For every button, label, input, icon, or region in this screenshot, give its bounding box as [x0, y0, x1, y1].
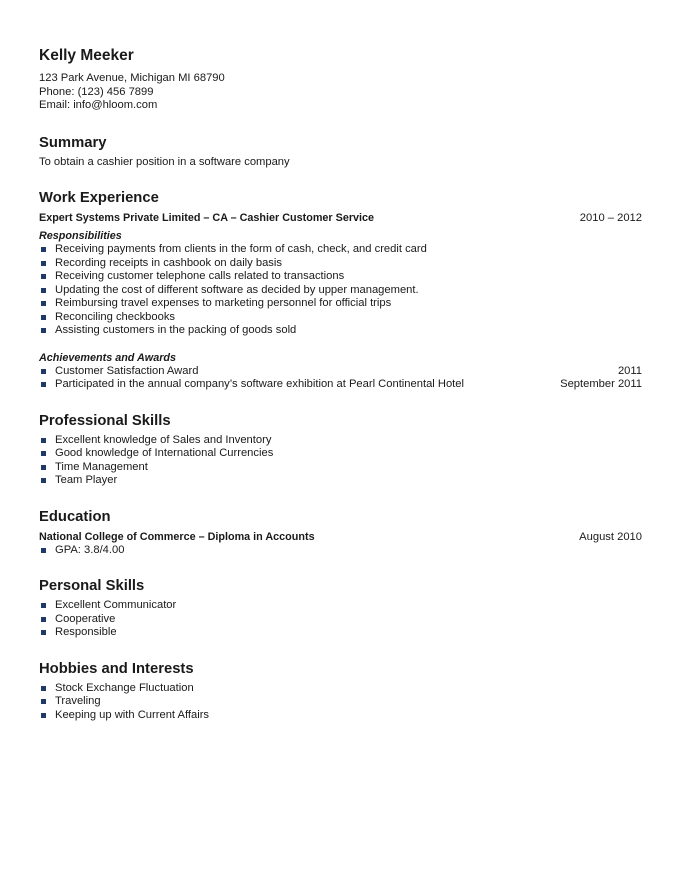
education-section: [39, 508, 642, 558]
achievements-list: [39, 365, 642, 392]
list-item: Excellent knowledge of Sales and Inventory: [39, 434, 642, 448]
list-item: GPA: 3.8/4.00: [39, 544, 642, 558]
personal-skills-section: [39, 577, 642, 640]
list-item: Excellent Communicator: [39, 599, 642, 613]
job-dates: 2010 – 2012: [579, 212, 642, 225]
list-item: Cooperative: [39, 613, 642, 627]
email-line: Email: info@hloom.com: [39, 99, 158, 112]
list-item: Receiving customer telephone calls related to transactions: [39, 270, 642, 284]
job-heading: Expert Systems Private Limited – CA – Cashier Customer Service: [39, 212, 375, 225]
list-item: Responsible: [39, 626, 642, 640]
list-item: Time Management: [39, 461, 642, 475]
bullet-icon: [41, 451, 46, 456]
education-date: August 2010: [579, 530, 642, 543]
list-item: Assisting customers in the packing of goods sold: [39, 324, 642, 338]
bullet-icon: [41, 369, 46, 374]
list-item: Traveling: [39, 695, 642, 709]
bullet-icon: [41, 603, 46, 608]
bullet-icon: [41, 382, 46, 387]
summary-title: Summary: [39, 134, 107, 151]
responsibilities-list: [39, 243, 642, 338]
achievement-date: September 2011: [560, 378, 642, 391]
bullet-icon: [41, 713, 46, 718]
summary-section: [39, 134, 642, 170]
address-line: 123 Park Avenue, Michigan MI 68790: [39, 72, 225, 84]
bullet-icon: [41, 328, 46, 333]
summary-text: To obtain a cashier position in a software company: [39, 155, 290, 168]
list-item: Customer Satisfaction Award 2011: [39, 365, 642, 379]
resume-header: [39, 46, 642, 113]
list-item: Reimbursing travel expenses to marketing personnel for official trips: [39, 297, 642, 311]
job-header: [39, 211, 642, 225]
list-item: Team Player: [39, 474, 642, 488]
hobbies-list: [39, 682, 642, 723]
education-title: Education: [39, 508, 111, 525]
bullet-icon: [41, 301, 46, 306]
personal-skills-title: Personal Skills: [39, 578, 145, 595]
list-item: Receiving payments from clients in the form of cash, check, and credit card: [39, 243, 642, 257]
bullet-icon: [41, 315, 46, 320]
professional-skills-list: [39, 434, 642, 488]
list-item: Participated in the annual company’s software exhibition at Pearl Continental Hotel September 2011: [39, 378, 642, 392]
achievements-label: Achievements and Awards: [39, 351, 177, 364]
list-item: Updating the cost of different software as decided by upper management.: [39, 284, 642, 298]
bullet-icon: [41, 274, 46, 279]
education-list: [39, 544, 642, 558]
phone-line: Phone: (123) 456 7899: [39, 85, 154, 98]
bullet-icon: [41, 288, 46, 293]
bullet-icon: [41, 548, 46, 553]
hobbies-section: [39, 660, 642, 723]
bullet-icon: [41, 617, 46, 622]
bullet-icon: [41, 630, 46, 635]
hobbies-title: Hobbies and Interests: [39, 660, 194, 677]
bullet-icon: [41, 261, 46, 266]
education-heading: National College of Commerce – Diploma in Accounts: [39, 530, 315, 543]
list-item: Recording receipts in cashbook on daily basis: [39, 257, 642, 271]
education-header: [39, 530, 642, 544]
resume-page: [39, 46, 642, 722]
candidate-name: Kelly Meeker: [39, 47, 134, 64]
bullet-icon: [41, 699, 46, 704]
achievement-date: 2011: [617, 364, 642, 377]
list-item: Good knowledge of International Currencies: [39, 447, 642, 461]
professional-skills-title: Professional Skills: [39, 412, 171, 429]
professional-skills-section: [39, 412, 642, 488]
work-experience-title: Work Experience: [39, 190, 159, 207]
responsibilities-label: Responsibilities: [39, 230, 122, 243]
bullet-icon: [41, 247, 46, 252]
list-item: Stock Exchange Fluctuation: [39, 682, 642, 696]
bullet-icon: [41, 465, 46, 470]
work-experience-section: [39, 189, 642, 392]
list-item: Reconciling checkbooks: [39, 311, 642, 325]
list-item: Keeping up with Current Affairs: [39, 709, 642, 723]
bullet-icon: [41, 686, 46, 691]
bullet-icon: [41, 478, 46, 483]
personal-skills-list: [39, 599, 642, 640]
bullet-icon: [41, 438, 46, 443]
